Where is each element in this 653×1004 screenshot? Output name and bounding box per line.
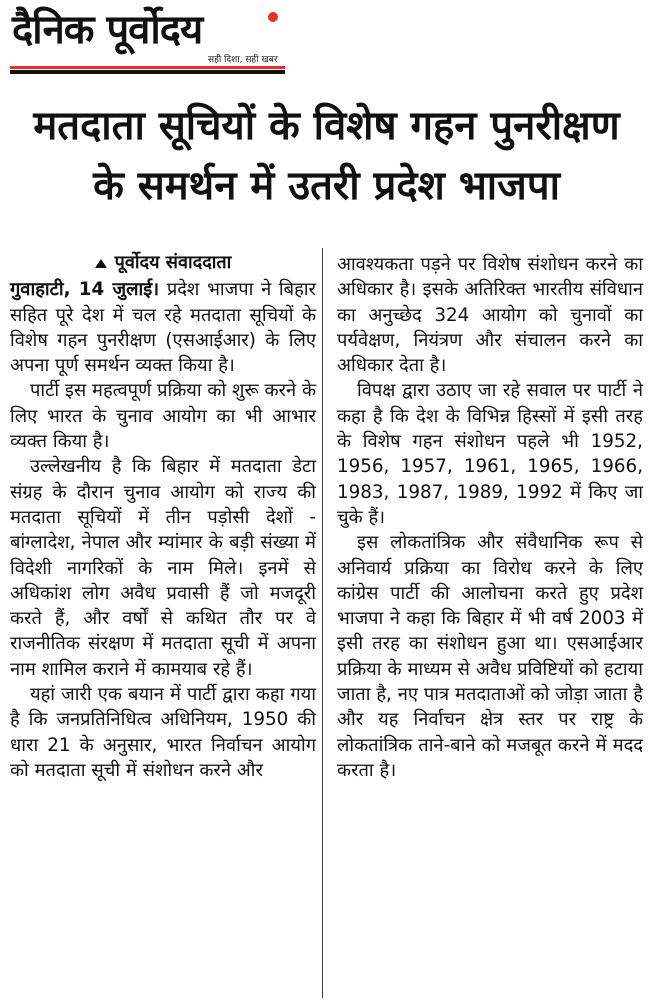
article-paragraph [10, 277, 316, 378]
article-paragraph: उल्लेखनीय है कि बिहार में मतदाता डेटा संग्रह के दौरान चुनाव आयोग को राज्य की मतदाता सूचियों में तीन पड़ोसी देशों - बांग्लादेश, नेपाल और म्यांमार के बड़ी संख्या में विदेशी नागरिकों के नाम मिले। इनमें से अधिकांश लोग अवैध प्रवासी हैं जो मजदूरी करते हैं, और वर्षों से कथित तौर पर वे राजनीतिक संरक्षण में मतदाता सूची में अपना नाम शामिल कराने में कामयाब रहे हैं। [10, 456, 316, 680]
article-paragraph: पार्टी इस महत्वपूर्ण प्रक्रिया को शुरू करने के लिए भारत के चुनाव आयोग का भी आभार व्यक्त किया है। [10, 380, 316, 453]
article-column-left [10, 250, 316, 783]
byline [10, 250, 316, 275]
triangle-icon [95, 259, 107, 268]
paragraph-text: प्रदेश भाजपा ने बिहार सहित पूरे देश में चल रहे मतदाता सूचियों के विशेष गहन पुनरीक्षण (एसआईआर) के लिए अपना पूर्ण समर्थन व्यक्त किया है। [10, 279, 317, 377]
article-paragraph: विपक्ष द्वारा उठाए जा रहे सवाल पर पार्टी ने कहा है कि देश के विभिन्न हिस्सों में इसी तरह के विशेष गहन संशोधन पहले भी 1952, 1956, 1957, 1961, 1965, 1966, 1983, 1987, 1989, 1992 में किए जा चुके हैं। [337, 380, 643, 528]
article-column-right [337, 252, 643, 783]
masthead-red-rule [10, 66, 285, 69]
byline-text: पूर्वोदय संवाददाता [114, 252, 232, 273]
logo-dot-icon [268, 12, 278, 22]
headline-line-2: के समर्थन में उतरी प्रदेश भाजपा [93, 163, 560, 209]
masthead-black-rule [10, 70, 285, 74]
article-paragraph: यहां जारी एक बयान में पार्टी द्वारा कहा गया है कि जनप्रतिनिधित्व अधिनियम, 1950 की धारा 21 के अनुसार, भारत निर्वाचन आयोग को मतदाता सूची में संशोधन करने और [10, 684, 316, 781]
dateline: गुवाहाटी, 14 जुलाई। [10, 279, 160, 301]
article-paragraph: इस लोकतांत्रिक और संवैधानिक रूप से अनिवार्य प्रक्रिया का विरोध करने के लिए कांग्रेस पार्टी की आलोचना करते हुए प्रदेश भाजपा ने कहा कि बिहार में भी वर्ष 2003 में इसी तरह का संशोधन हुआ था। एसआईआर प्रक्रिया के माध्यम से अवैध प्रविष्टियों को हटाया जाता है, नए पात्र मतदाताओं को जोड़ा जाता है और यह निर्वाचन क्षेत्र स्तर पर राष्ट्र के लोकतांत्रिक ताने-बाने को मजबूत करने में मदद करता है। [337, 532, 643, 781]
article-paragraph: आवश्यकता पड़ने पर विशेष संशोधन करने का अधिकार है। इसके अतिरिक्त भारतीय संविधान का अनुच्छेद 324 आयोग को चुनावों का पर्यवेक्षण, नियंत्रण और संचालन करने का अधिकार देता है। [337, 254, 643, 377]
newspaper-tagline: सही दिशा, सही खबर [208, 55, 278, 65]
column-divider [322, 248, 323, 998]
masthead [10, 6, 285, 74]
newspaper-logo: दैनिक पूर्वोदय [12, 7, 203, 53]
headline-line-1: मतदाता सूचियों के विशेष गहन पुनरीक्षण [33, 103, 620, 149]
article-headline [10, 96, 643, 216]
